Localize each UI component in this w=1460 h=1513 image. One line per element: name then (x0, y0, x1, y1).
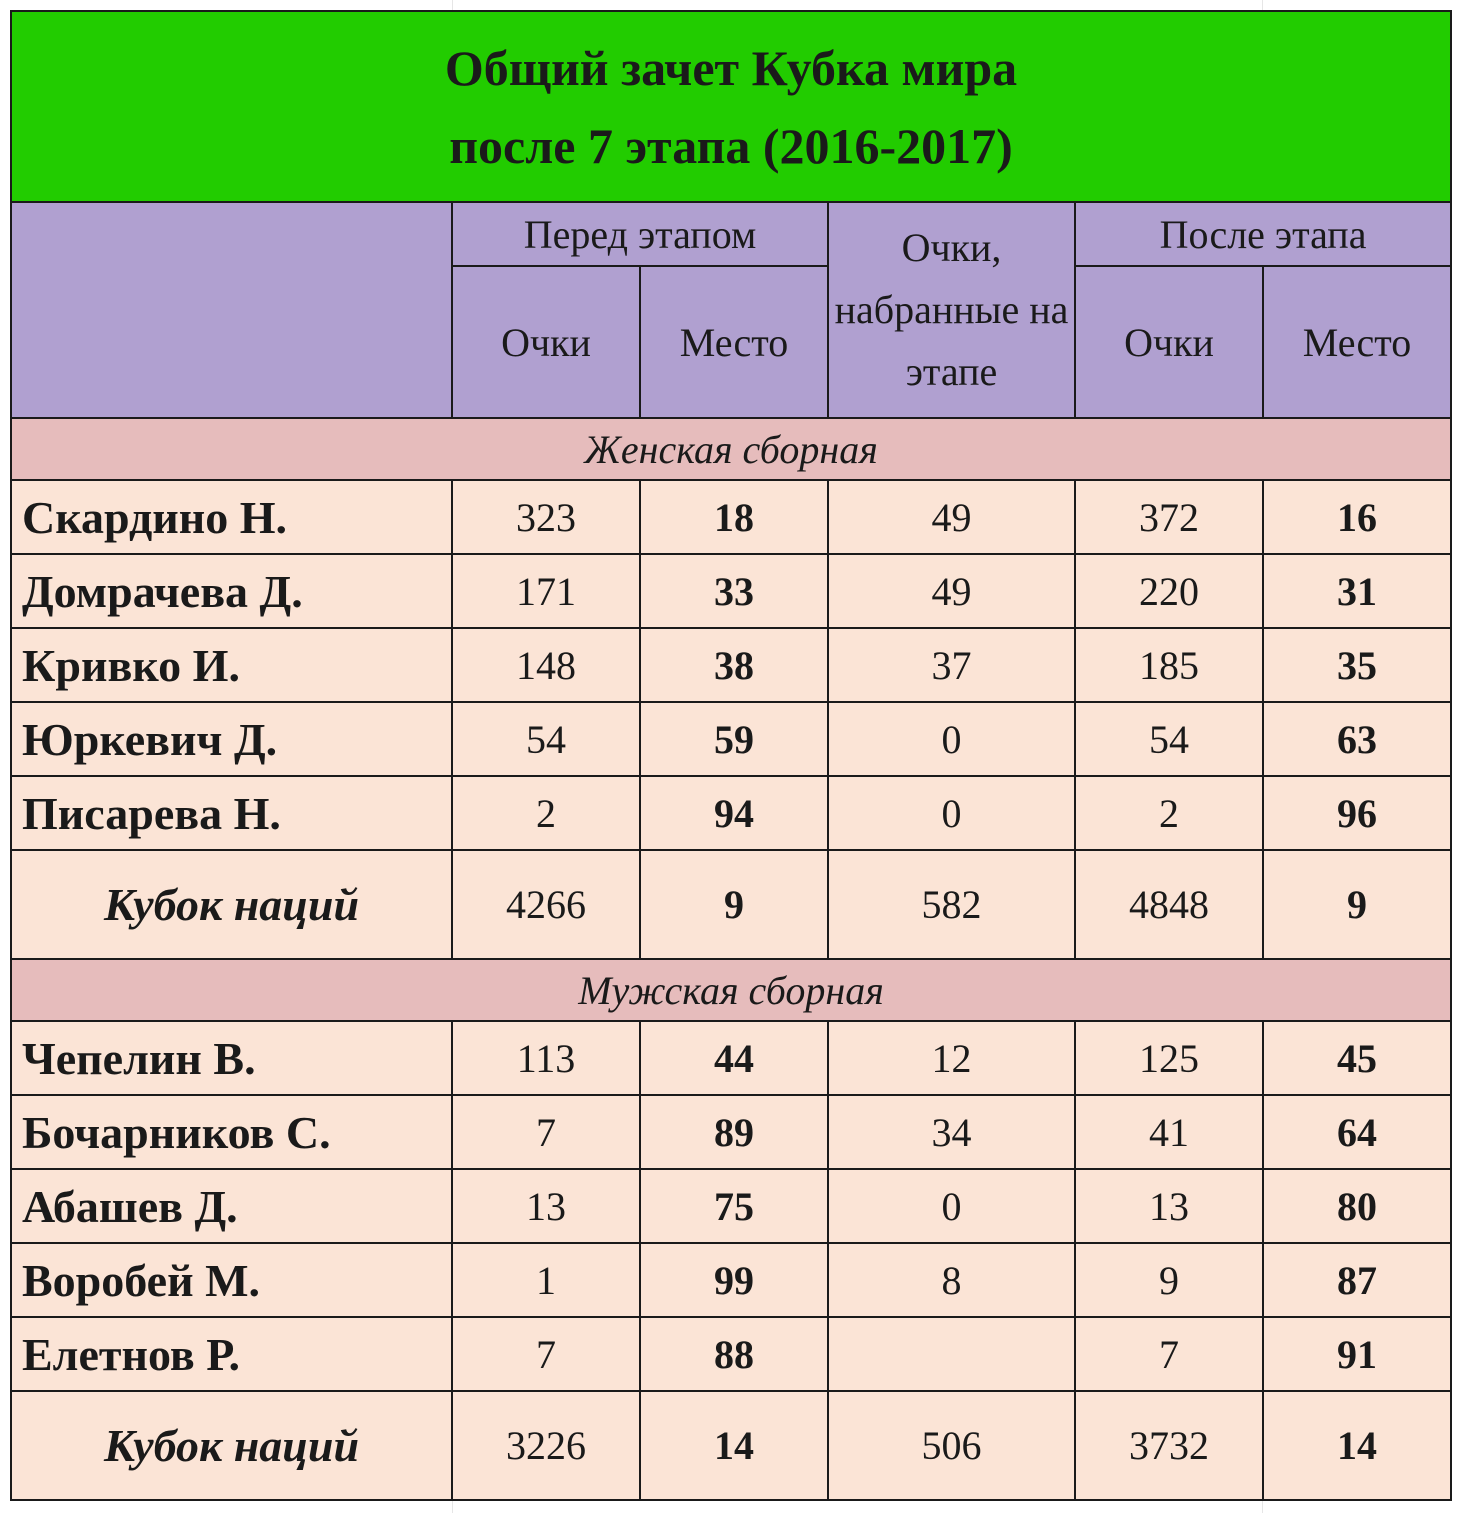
after-points-cell: 13 (1075, 1169, 1263, 1243)
after-points-cell: 220 (1075, 554, 1263, 628)
athlete-name: Скардино Н. (11, 480, 452, 554)
header-after-stage: После этапа (1075, 202, 1451, 266)
after-place-cell: 91 (1263, 1317, 1451, 1391)
scored-points-cell: 582 (828, 850, 1075, 959)
athlete-name: Юркевич Д. (11, 702, 452, 776)
after-place-cell: 45 (1263, 1021, 1451, 1095)
athlete-name: Кубок наций (11, 1391, 452, 1500)
after-points-cell: 4848 (1075, 850, 1263, 959)
before-place-cell: 75 (640, 1169, 828, 1243)
header-before-stage: Перед этапом (452, 202, 828, 266)
before-points-cell: 4266 (452, 850, 640, 959)
scored-points-cell: 34 (828, 1095, 1075, 1169)
header-after-points: Очки (1075, 266, 1263, 418)
after-place-cell: 35 (1263, 628, 1451, 702)
standings-table (10, 10, 1452, 1501)
before-points-cell: 7 (452, 1317, 640, 1391)
after-points-cell: 7 (1075, 1317, 1263, 1391)
before-place-cell: 94 (640, 776, 828, 850)
after-points-cell: 125 (1075, 1021, 1263, 1095)
scored-points-cell: 37 (828, 628, 1075, 702)
before-points-cell: 113 (452, 1021, 640, 1095)
athlete-name: Кривко И. (11, 628, 452, 702)
before-points-cell: 2 (452, 776, 640, 850)
after-place-cell: 14 (1263, 1391, 1451, 1500)
before-points-cell: 323 (452, 480, 640, 554)
title-line-2: после 7 этапа (2016-2017) (449, 117, 1013, 174)
after-points-cell: 3732 (1075, 1391, 1263, 1500)
header-points-scored: Очки, набранные на этапе (828, 202, 1075, 418)
scored-points-cell: 0 (828, 776, 1075, 850)
scored-points-cell: 0 (828, 702, 1075, 776)
header-after-place: Место (1263, 266, 1451, 418)
athlete-name: Чепелин В. (11, 1021, 452, 1095)
scored-points-cell: 0 (828, 1169, 1075, 1243)
after-points-cell: 372 (1075, 480, 1263, 554)
scored-points-cell: 49 (828, 480, 1075, 554)
scored-points-cell: 506 (828, 1391, 1075, 1500)
table-row (11, 1169, 1451, 1243)
athlete-name: Воробей М. (11, 1243, 452, 1317)
athlete-name: Бочарников С. (11, 1095, 452, 1169)
before-place-cell: 33 (640, 554, 828, 628)
nations-cup-row (11, 850, 1451, 959)
table-row (11, 554, 1451, 628)
table-row (11, 702, 1451, 776)
scored-points-cell: 12 (828, 1021, 1075, 1095)
before-place-cell: 44 (640, 1021, 828, 1095)
after-points-cell: 2 (1075, 776, 1263, 850)
table-row (11, 1317, 1451, 1391)
before-points-cell: 13 (452, 1169, 640, 1243)
after-place-cell: 80 (1263, 1169, 1451, 1243)
before-place-cell: 18 (640, 480, 828, 554)
after-place-cell: 31 (1263, 554, 1451, 628)
header-before-points: Очки (452, 266, 640, 418)
athlete-name: Кубок наций (11, 850, 452, 959)
before-place-cell: 99 (640, 1243, 828, 1317)
before-place-cell: 14 (640, 1391, 828, 1500)
athlete-name: Писарева Н. (11, 776, 452, 850)
athlete-name: Елетнов Р. (11, 1317, 452, 1391)
after-place-cell: 96 (1263, 776, 1451, 850)
table-title (11, 11, 1451, 202)
after-place-cell: 16 (1263, 480, 1451, 554)
table-row (11, 1021, 1451, 1095)
after-points-cell: 9 (1075, 1243, 1263, 1317)
before-points-cell: 1 (452, 1243, 640, 1317)
before-place-cell: 88 (640, 1317, 828, 1391)
scored-points-cell: 8 (828, 1243, 1075, 1317)
after-points-cell: 185 (1075, 628, 1263, 702)
before-points-cell: 148 (452, 628, 640, 702)
after-place-cell: 63 (1263, 702, 1451, 776)
after-place-cell: 9 (1263, 850, 1451, 959)
before-points-cell: 7 (452, 1095, 640, 1169)
scored-points-cell: 49 (828, 554, 1075, 628)
before-points-cell: 54 (452, 702, 640, 776)
table-row (11, 776, 1451, 850)
before-place-cell: 89 (640, 1095, 828, 1169)
title-line-1: Общий зачет Кубка мира (444, 39, 1018, 96)
before-place-cell: 38 (640, 628, 828, 702)
before-place-cell: 59 (640, 702, 828, 776)
header-blank-cell (11, 202, 452, 418)
table-row (11, 1243, 1451, 1317)
table-row (11, 1095, 1451, 1169)
header-before-place: Место (640, 266, 828, 418)
athlete-name: Домрачева Д. (11, 554, 452, 628)
table-row (11, 480, 1451, 554)
before-place-cell: 9 (640, 850, 828, 959)
before-points-cell: 171 (452, 554, 640, 628)
after-place-cell: 87 (1263, 1243, 1451, 1317)
section-title: Мужская сборная (11, 959, 1451, 1021)
athlete-name: Абашев Д. (11, 1169, 452, 1243)
after-points-cell: 54 (1075, 702, 1263, 776)
after-points-cell: 41 (1075, 1095, 1263, 1169)
nations-cup-row (11, 1391, 1451, 1500)
section-title: Женская сборная (11, 418, 1451, 480)
before-points-cell: 3226 (452, 1391, 640, 1500)
table-row (11, 628, 1451, 702)
after-place-cell: 64 (1263, 1095, 1451, 1169)
scored-points-cell (828, 1317, 1075, 1391)
